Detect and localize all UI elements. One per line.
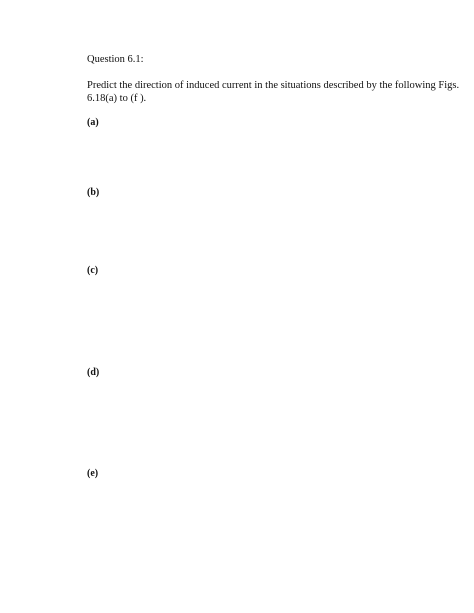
svg-text:N: N — [152, 215, 157, 221]
figure-c-label: (c) — [87, 265, 99, 276]
figure-d-caption-line1: (Rheostat setting — [114, 443, 162, 451]
figure-c-common-axis: Common axis — [170, 296, 210, 304]
figure-e-label: (e) — [87, 468, 99, 479]
figure-b-label: (b) — [87, 187, 100, 198]
figure-e-left-coil — [103, 493, 159, 527]
svg-text:p: p — [91, 225, 95, 233]
figure-a-r-label: r — [114, 127, 117, 135]
svg-text:x: x — [168, 225, 172, 233]
svg-text:C: C — [103, 338, 110, 348]
svg-text:x: x — [112, 406, 116, 414]
svg-text:z: z — [97, 421, 101, 429]
figure-d-label: (d) — [87, 367, 100, 378]
figure-b-right-wire — [170, 225, 204, 244]
figure-d-left-loop — [101, 394, 111, 422]
svg-text:x: x — [160, 304, 164, 312]
figure-a-label: (a) — [87, 117, 99, 128]
svg-text:z: z — [147, 319, 151, 327]
svg-text:S: S — [146, 161, 150, 167]
question-title: Question 6.1: — [87, 54, 144, 65]
svg-text:r: r — [108, 247, 111, 255]
figure-d-common-axis: Common axis — [150, 398, 190, 406]
figure-b-left-wire — [93, 225, 128, 244]
figure-c-tapping-key — [92, 330, 99, 334]
figure-a-q-label: q — [128, 152, 132, 160]
svg-text:r: r — [196, 530, 199, 538]
figure-c-caption: (Tapping key just closed) — [109, 348, 180, 356]
figure-d-caption-line2: being changed) — [118, 452, 161, 460]
figure-e-tapping-key — [117, 538, 125, 542]
figure-b-left-solenoid — [92, 207, 128, 225]
svg-text:y: y — [152, 284, 156, 292]
question-prompt-line1: Predict the direction of induced current in the situations described by the following Figs. — [87, 80, 460, 91]
figure-e-left-circuit — [108, 527, 150, 540]
svg-text:y: y — [218, 521, 222, 529]
figure-c-right-loop — [149, 293, 159, 319]
svg-text:q: q — [127, 225, 131, 233]
question-prompt-line2: 6.18(a) to (f ). — [87, 93, 147, 104]
svg-text:x: x — [173, 521, 177, 529]
svg-text:N: N — [156, 161, 161, 167]
svg-text:z: z — [184, 247, 188, 255]
svg-text:y: y — [104, 386, 108, 394]
svg-text:S: S — [143, 215, 147, 221]
figure-e-caption: (Tapping key just released) — [90, 543, 166, 551]
figure-a-p-label: p — [95, 152, 99, 160]
svg-text:y: y — [201, 225, 205, 233]
